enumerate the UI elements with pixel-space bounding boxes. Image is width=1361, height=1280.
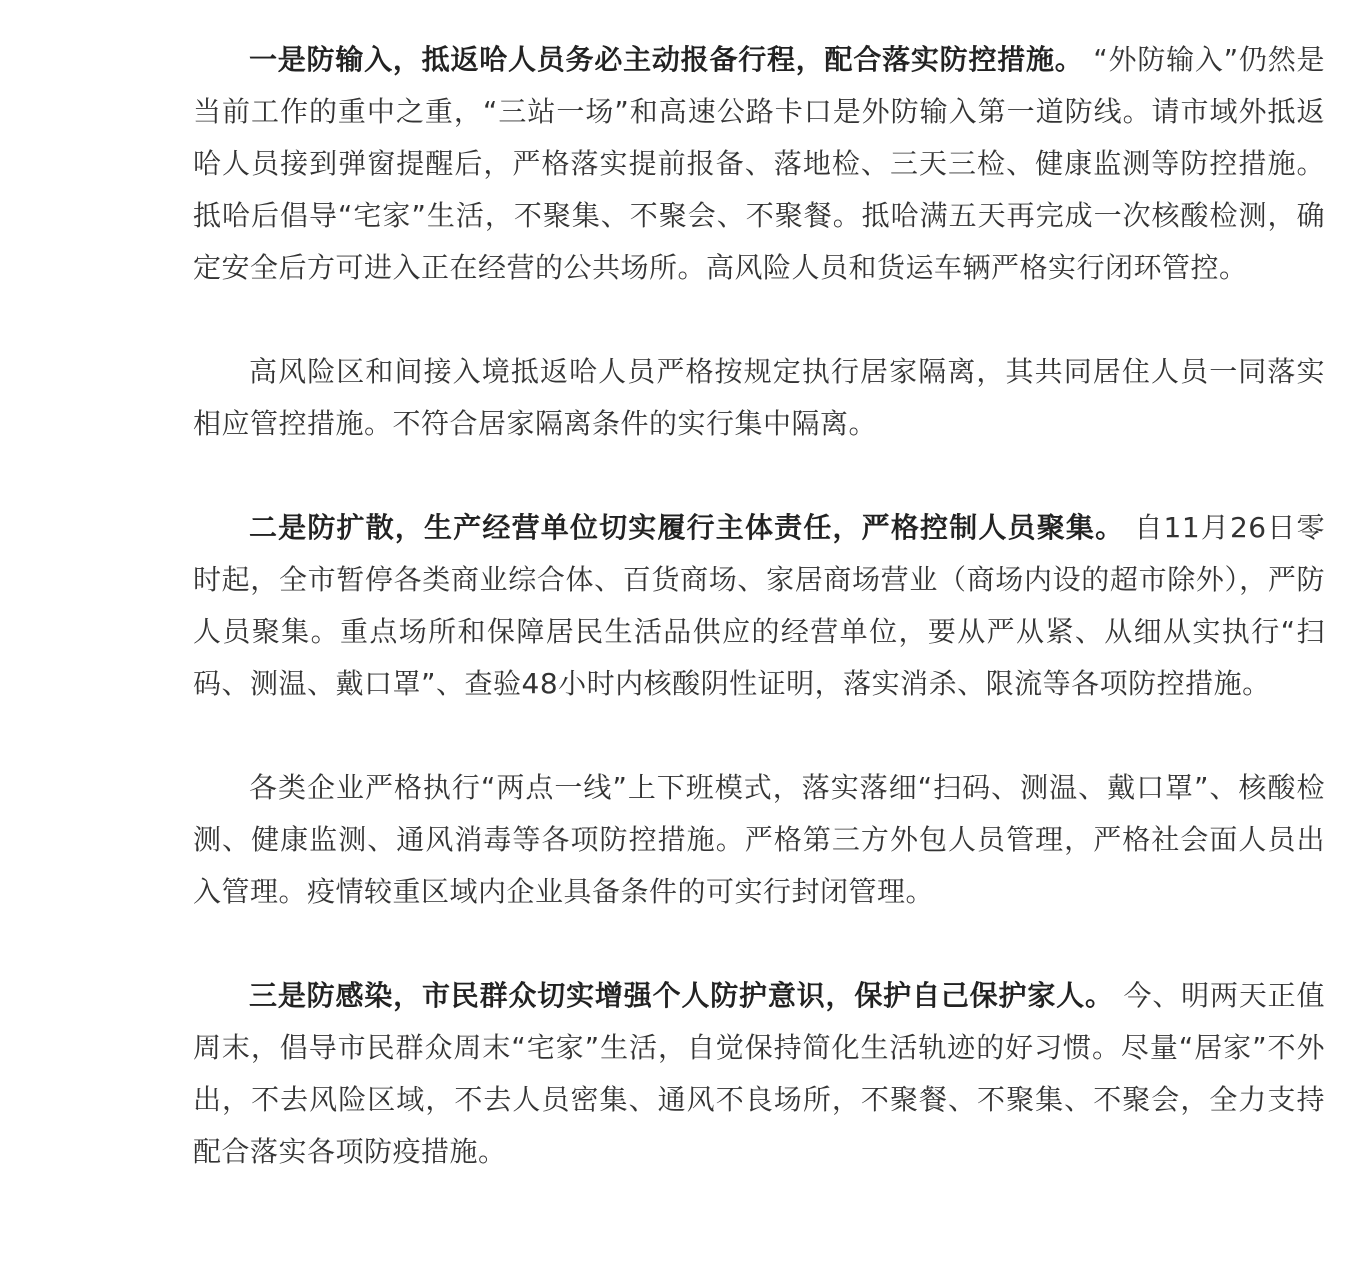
paragraph-text: 各类企业严格执行“两点一线”上下班模式，落实落细“扫码、测温、戴口罩”、核酸检测、健康监测、通风消毒等各项防控措施。严格第三方外包人员管理，严格社会面人员出入管理。疫情较重区域内企业具备条件的可实行封闭管理。 bbox=[193, 771, 1325, 908]
paragraph-text: 自11月26日零时起，全市暂停各类商业综合体、百货商场、家居商场营业（商场内设的超市除外），严防人员聚集。重点场所和保障居民生活品供应的经营单位，要从严从紧、从细从实执行“扫码、测温、戴口罩”、查验48小时内核酸阴性证明，落实消杀、限流等各项防控措施。 bbox=[193, 511, 1325, 700]
paragraph-text: 今、明两天正值周末，倡导市民群众周末“宅家”生活，自觉保持简化生活轨迹的好习惯。尽量“居家”不外出，不去风险区域，不去人员密集、通风不良场所，不聚餐、不聚集、不聚会，全力支持配合落实各项防疫措施。 bbox=[193, 979, 1325, 1168]
paragraph-lead: 三是防感染，市民群众切实增强个人防护意识，保护自己保护家人。 bbox=[249, 979, 1114, 1012]
paragraph-lead: 一是防输入，抵返哈人员务必主动报备行程，配合落实防控措施。 bbox=[249, 43, 1084, 76]
paragraph-enterprise-measures bbox=[193, 762, 1325, 918]
paragraph-text: 高风险区和间接入境抵返哈人员严格按规定执行居家隔离，其共同居住人员一同落实相应管控措施。不符合居家隔离条件的实行集中隔离。 bbox=[193, 355, 1325, 440]
paragraph-prevent-import bbox=[193, 34, 1325, 294]
article-body bbox=[193, 34, 1325, 1230]
paragraph-prevent-infection bbox=[193, 970, 1325, 1178]
paragraph-lead: 二是防扩散，生产经营单位切实履行主体责任，严格控制人员聚集。 bbox=[249, 511, 1125, 544]
paragraph-prevent-spread bbox=[193, 502, 1325, 710]
paragraph-text: “外防输入”仍然是当前工作的重中之重，“三站一场”和高速公路卡口是外防输入第一道防线。请市域外抵返哈人员接到弹窗提醒后，严格落实提前报备、落地检、三天三检、健康监测等防控措施。抵哈后倡导“宅家”生活，不聚集、不聚会、不聚餐。抵哈满五天再完成一次核酸检测，确定安全后方可进入正在经营的公共场所。高风险人员和货运车辆严格实行闭环管控。 bbox=[193, 43, 1325, 284]
paragraph-home-isolation bbox=[193, 346, 1325, 450]
